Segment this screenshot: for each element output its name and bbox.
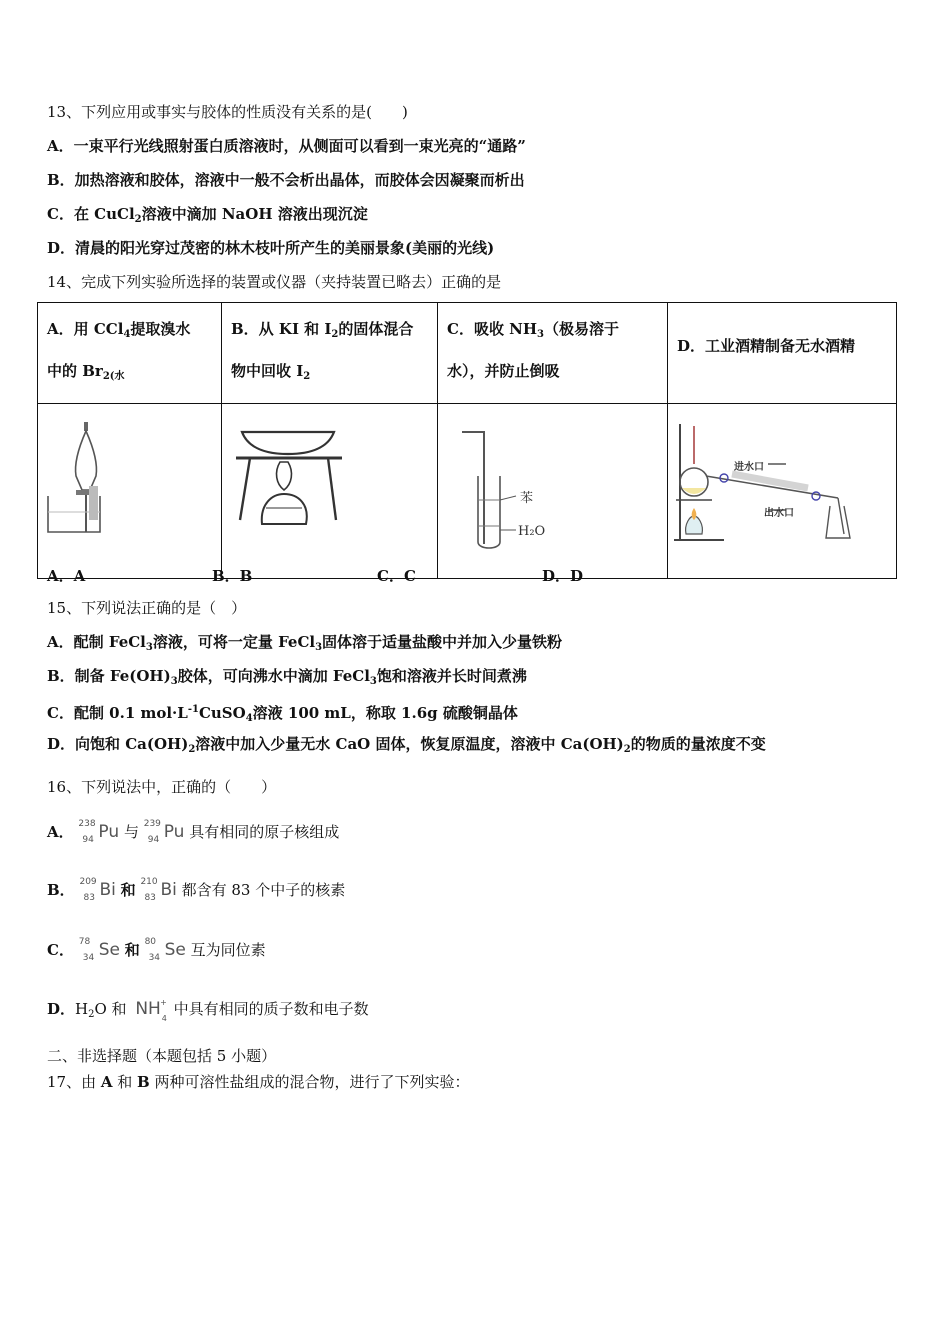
q13-option-d: D．清晨的阳光穿过茂密的林木枝叶所产生的美丽景象(美丽的光线) xyxy=(47,239,495,257)
q14-cell-b: B．从 KI 和 $I_2$的固体混合 物中回收 $I_2$ xyxy=(222,303,438,404)
q15-option-c: C．配制 0.1 $mol\cdot L^{-1}CuSO_4$溶液 100 mL，称取 1.6g 硫酸铜晶体 xyxy=(47,704,518,724)
nuclide-bi-209: 209 83 Bi xyxy=(79,877,116,903)
separatory-funnel-diagram xyxy=(38,404,221,574)
q14-cell-c: C．吸收 $NH_3$（极易溶于 水），并防止倒吸 xyxy=(438,303,668,404)
q14-answer-d: D．D xyxy=(542,567,584,585)
q14-image-d xyxy=(668,404,897,579)
q13-option-b: B．加热溶液和胶体，溶液中一般不会析出晶体，而胶体会因凝聚而析出 xyxy=(47,171,525,189)
q14-image-c xyxy=(438,404,668,579)
q14-cell-d: D．工业酒精制备无水酒精 xyxy=(668,303,897,404)
q14-cell-a: A．用 CCl$_4$提取溴水 中的 $Br_{2(水}$ xyxy=(38,303,222,404)
q15-option-d: D．向饱和 $Ca(OH)_2$溶液中加入少量无水 CaO 固体，恢复原温度，溶液中 $Ca(OH)_2$的物质的量浓度不变 xyxy=(47,735,766,755)
ammonium-ion: NH + 4 xyxy=(135,998,167,1023)
q14-options-table xyxy=(37,302,897,579)
distillation-apparatus-diagram xyxy=(668,404,896,574)
q16-option-d: D．$H_2O$ 和 NH + 4 中具有相同的质子数和电子数 xyxy=(47,998,369,1023)
q14-answer-b: B．B xyxy=(212,567,253,585)
q17-stem: 17、由 A 和 B 两种可溶性盐组成的混合物，进行了下列实验： xyxy=(47,1073,470,1091)
nuclide-pu-239: 239 94 Pu xyxy=(143,819,185,845)
q14-answer-c: C．C xyxy=(377,567,416,585)
q16-option-c: C． 78 34 Se 和 80 34 Se 互为同位素 xyxy=(47,937,266,963)
section-2-heading: 二、非选择题（本题包括 5 小题） xyxy=(47,1047,277,1065)
nuclide-bi-210: 210 83 Bi xyxy=(140,877,177,903)
water-inlet-label: 进水口 xyxy=(734,462,764,473)
q16-option-a: A． 238 94 Pu 与 239 94 Pu 具有相同的原子核组成 xyxy=(47,819,340,845)
water-outlet-label: 出水口 xyxy=(764,508,794,519)
q14-stem: 14、完成下列实验所选择的装置或仪器（夹持装置已略去）正确的是 xyxy=(47,273,502,291)
q14-answer-a: A．A xyxy=(47,567,86,585)
q14-image-a xyxy=(38,404,222,579)
q14-image-b xyxy=(222,404,438,579)
ammonia-absorption-diagram xyxy=(438,404,667,574)
nuclide-se-80: 80 34 Se xyxy=(144,937,186,963)
nuclide-se-78: 78 34 Se xyxy=(78,937,120,963)
q15-stem: 15、下列说法正确的是（ ） xyxy=(47,599,247,617)
q13-stem: 13、下列应用或事实与胶体的性质没有关系的是( ) xyxy=(47,103,408,121)
q16-stem: 16、下列说法中，正确的（ ） xyxy=(47,778,277,796)
q13-option-c: C．在 CuCl$_2$溶液中滴加 NaOH 溶液出现沉淀 xyxy=(47,205,368,225)
benzene-label: 苯 xyxy=(520,491,534,506)
sublimation-dish-diagram xyxy=(222,404,437,574)
q15-option-b: B．制备 $Fe(OH)_3$胶体，可向沸水中滴加 FeCl$_3$饱和溶液并长时间煮沸 xyxy=(47,667,527,687)
q15-option-a: A．配制 FeCl$_3$溶液，可将一定量 FeCl$_3$固体溶于适量盐酸中并加入少量铁粉 xyxy=(47,633,563,653)
water-label: H₂O xyxy=(518,524,546,539)
nuclide-pu-238: 238 94 Pu xyxy=(78,819,120,845)
q13-option-a: A．一束平行光线照射蛋白质溶液时，从侧面可以看到一束光亮的“通路” xyxy=(47,137,526,155)
q16-option-b: B． 209 83 Bi 和 210 83 Bi 都含有 83 个中子的核素 xyxy=(47,877,346,903)
